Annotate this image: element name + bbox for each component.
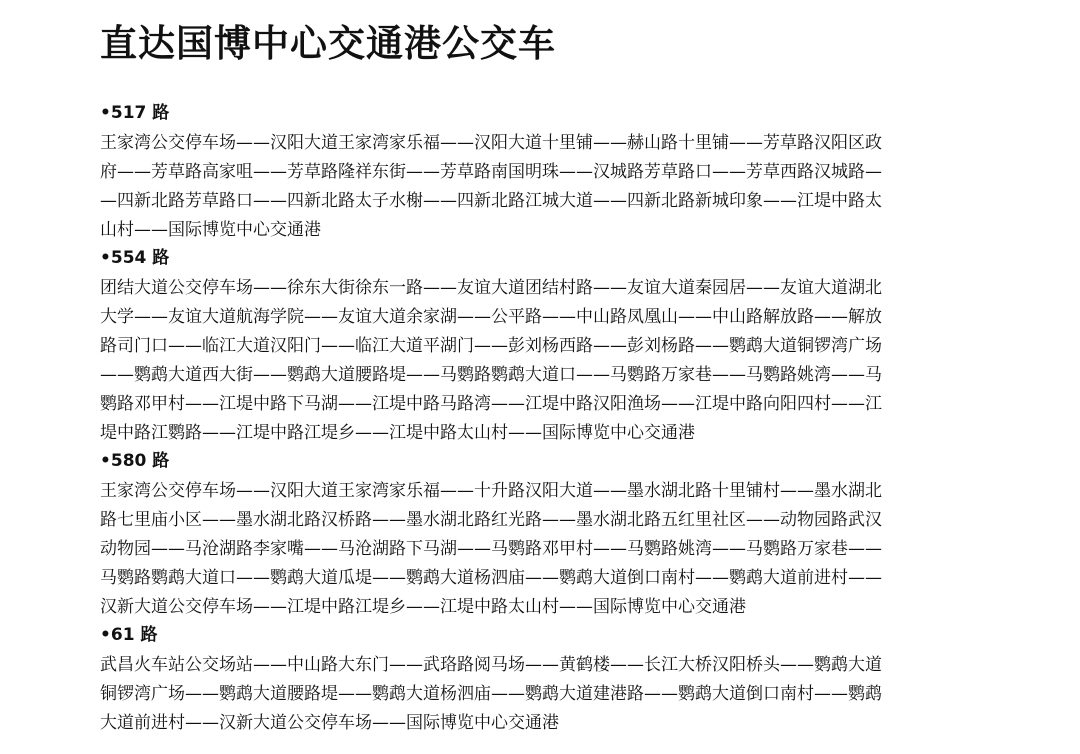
route-stops-line: —四新北路芳草路口——四新北路太子水榭——四新北路江城大道——四新北路新城印象——江堤中路太 xyxy=(100,191,882,211)
route-name: •554 路 xyxy=(100,248,170,268)
route-stops-line: ——鹦鹉大道西大街——鹦鹉大道腰路堤——马鹦路鹦鹉大道口——马鹦路万家巷——马鹦路姚湾——马 xyxy=(100,365,882,385)
route-stops-line: 团结大道公交停车场——徐东大街徐东一路——友谊大道团结村路——友谊大道秦园居——友谊大道湖北 xyxy=(100,278,882,298)
route-section-61 xyxy=(100,622,980,738)
route-stops-line: 马鹦路鹦鹉大道口——鹦鹉大道瓜堤——鹦鹉大道杨泗庙——鹦鹉大道倒口南村——鹦鹉大道前进村—— xyxy=(100,568,882,588)
route-stops-line: 路司门口——临江大道汉阳门——临江大道平湖门——彭刘杨西路——彭刘杨路——鹦鹉大道铜锣湾广场 xyxy=(100,336,882,356)
route-stops-line: 动物园——马沧湖路李家嘴——马沧湖路下马湖——马鹦路邓甲村——马鹦路姚湾——马鹦路万家巷—— xyxy=(100,539,882,559)
route-stops-line: 大道前进村——汉新大道公交停车场——国际博览中心交通港 xyxy=(100,713,559,733)
route-section-580 xyxy=(100,448,980,622)
route-stops-line: 路七里庙小区——墨水湖北路汉桥路——墨水湖北路红光路——墨水湖北路五红里社区——动物园路武汉 xyxy=(100,510,882,530)
route-stops-line: 鹦路邓甲村——江堤中路下马湖——江堤中路马路湾——江堤中路汉阳渔场——江堤中路向阳四村——江 xyxy=(100,394,882,414)
route-name: •517 路 xyxy=(100,103,170,123)
route-stops-line: 汉新大道公交停车场——江堤中路江堤乡——江堤中路太山村——国际博览中心交通港 xyxy=(100,597,746,617)
route-stops xyxy=(100,129,980,245)
route-stops-line: 王家湾公交停车场——汉阳大道王家湾家乐福——汉阳大道十里铺——赫山路十里铺——芳草路汉阳区政 xyxy=(100,133,882,153)
route-name: •61 路 xyxy=(100,625,158,645)
page-title: 直达国博中心交通港公交车 xyxy=(100,22,556,65)
route-stops-line: 武昌火车站公交场站——中山路大东门——武珞路阅马场——黄鹤楼——长江大桥汉阳桥头——鹦鹉大道 xyxy=(100,655,882,675)
route-stops-line: 堤中路江鹦路——江堤中路江堤乡——江堤中路太山村——国际博览中心交通港 xyxy=(100,423,695,443)
route-stops xyxy=(100,651,980,738)
route-stops-line: 王家湾公交停车场——汉阳大道王家湾家乐福——十升路汉阳大道——墨水湖北路十里铺村——墨水湖北 xyxy=(100,481,882,501)
route-stops-line: 山村——国际博览中心交通港 xyxy=(100,220,321,240)
route-stops-line: 大学——友谊大道航海学院——友谊大道余家湖——公平路——中山路凤凰山——中山路解放路——解放 xyxy=(100,307,882,327)
route-stops xyxy=(100,477,980,622)
route-name: •580 路 xyxy=(100,451,170,471)
route-stops-line: 铜锣湾广场——鹦鹉大道腰路堤——鹦鹉大道杨泗庙——鹦鹉大道建港路——鹦鹉大道倒口南村——鹦鹉 xyxy=(100,684,882,704)
route-section-517 xyxy=(100,100,980,245)
route-section-554 xyxy=(100,245,980,448)
route-stops xyxy=(100,274,980,448)
route-stops-line: 府——芳草路高家咀——芳草路隆祥东街——芳草路南国明珠——汉城路芳草路口——芳草西路汉城路— xyxy=(100,162,882,182)
route-list xyxy=(100,100,980,738)
